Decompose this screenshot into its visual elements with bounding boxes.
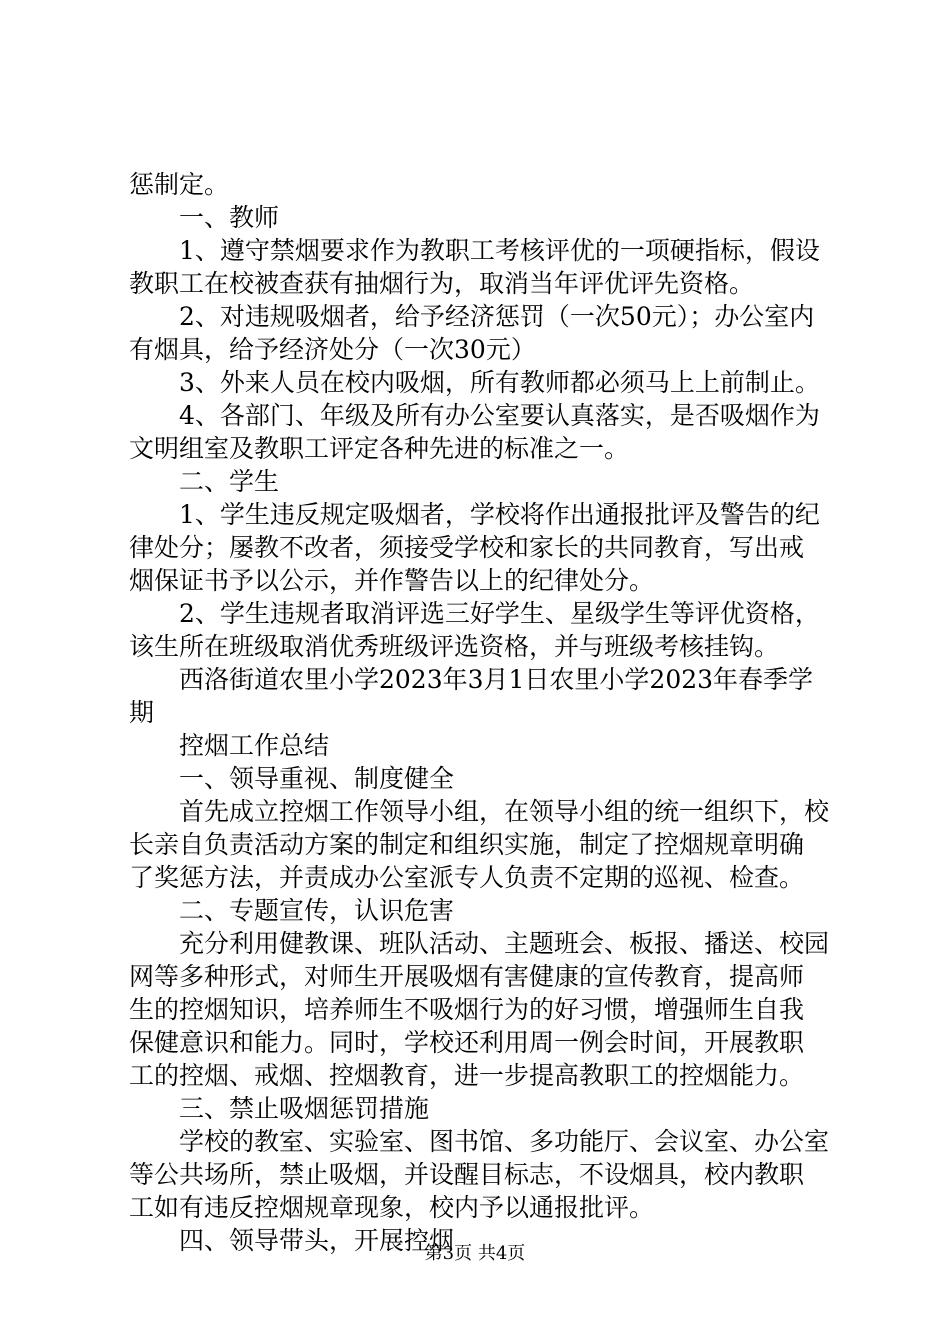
text-line: 3、外来人员在校内吸烟，所有教师都必须马上上前制止。 bbox=[179, 368, 820, 397]
text-line: 了奖惩方法，并责成办公室派专人负责不定期的巡视、检查。 bbox=[129, 863, 805, 892]
text-line: 网等多种形式，对师生开展吸烟有害健康的宣传教育，提高师 bbox=[129, 962, 805, 991]
text-line: 律处分；屡教不改者，须接受学校和家长的共同教育，写出戒 bbox=[129, 533, 805, 562]
text-line: 工的控烟、戒烟、控烟教育，进一步提高教职工的控烟能力。 bbox=[129, 1061, 805, 1090]
text-line: 2、学生违规者取消评选三好学生、星级学生等评优资格， bbox=[179, 599, 820, 628]
text-line: 学校的教室、实验室、图书馆、多功能厅、会议室、办公室 bbox=[179, 1127, 830, 1156]
text-line: 一、领导重视、制度健全 bbox=[179, 764, 455, 793]
text-line: 三、禁止吸烟惩罚措施 bbox=[179, 1094, 430, 1123]
text-line: 二、学生 bbox=[179, 467, 280, 496]
text-line: 等公共场所，禁止吸烟，并设醒目标志，不设烟具，校内教职 bbox=[129, 1160, 805, 1189]
document-body bbox=[129, 168, 835, 1257]
text-line: 惩制定。 bbox=[129, 170, 230, 199]
text-line: 充分利用健教课、班队活动、主题班会、板报、播送、校园 bbox=[179, 929, 830, 958]
text-line: 1、学生违反规定吸烟者，学校将作出通报批评及警告的纪 bbox=[179, 500, 820, 529]
text-line: 教职工在校被查获有抽烟行为，取消当年评优评先资格。 bbox=[129, 269, 755, 298]
text-line: 首先成立控烟工作领导小组，在领导小组的统一组织下，校 bbox=[179, 797, 830, 826]
page-footer: 第3页 共4页 bbox=[424, 1243, 526, 1264]
text-line: 1、遵守禁烟要求作为教职工考核评优的一项硬指标，假设 bbox=[179, 236, 820, 265]
text-line: 有烟具，给予经济处分（一次30元） bbox=[129, 335, 536, 364]
text-line: 烟保证书予以公示，并作警告以上的纪律处分。 bbox=[129, 566, 655, 595]
text-line: 二、专题宣传，认识危害 bbox=[179, 896, 455, 925]
text-line: 一、教师 bbox=[179, 203, 280, 232]
text-line: 工如有违反控烟规章现象，校内予以通报批评。 bbox=[129, 1193, 655, 1222]
text-line: 期 bbox=[129, 698, 155, 727]
text-line: 保健意识和能力。同时，学校还利用周一例会时间，开展教职 bbox=[129, 1028, 805, 1057]
text-line: 生的控烟知识，培养师生不吸烟行为的好习惯，增强师生自我 bbox=[129, 995, 805, 1024]
text-line: 4、各部门、年级及所有办公室要认真落实，是否吸烟作为 bbox=[179, 401, 820, 430]
text-line: 该生所在班级取消优秀班级评选资格，并与班级考核挂钩。 bbox=[129, 632, 780, 661]
text-line: 四、领导带头，开展控烟 bbox=[179, 1226, 455, 1255]
text-line: 2、对违规吸烟者，给予经济惩罚（一次50元）；办公室内 bbox=[179, 302, 815, 331]
text-line: 西洛街道农里小学2023年3月1日农里小学2023年春季学 bbox=[179, 665, 814, 694]
text-line: 长亲自负责活动方案的制定和组织实施，制定了控烟规章明确 bbox=[129, 830, 805, 859]
text-line: 文明组室及教职工评定各种先进的标准之一。 bbox=[129, 434, 630, 463]
text-line: 控烟工作总结 bbox=[179, 731, 330, 760]
